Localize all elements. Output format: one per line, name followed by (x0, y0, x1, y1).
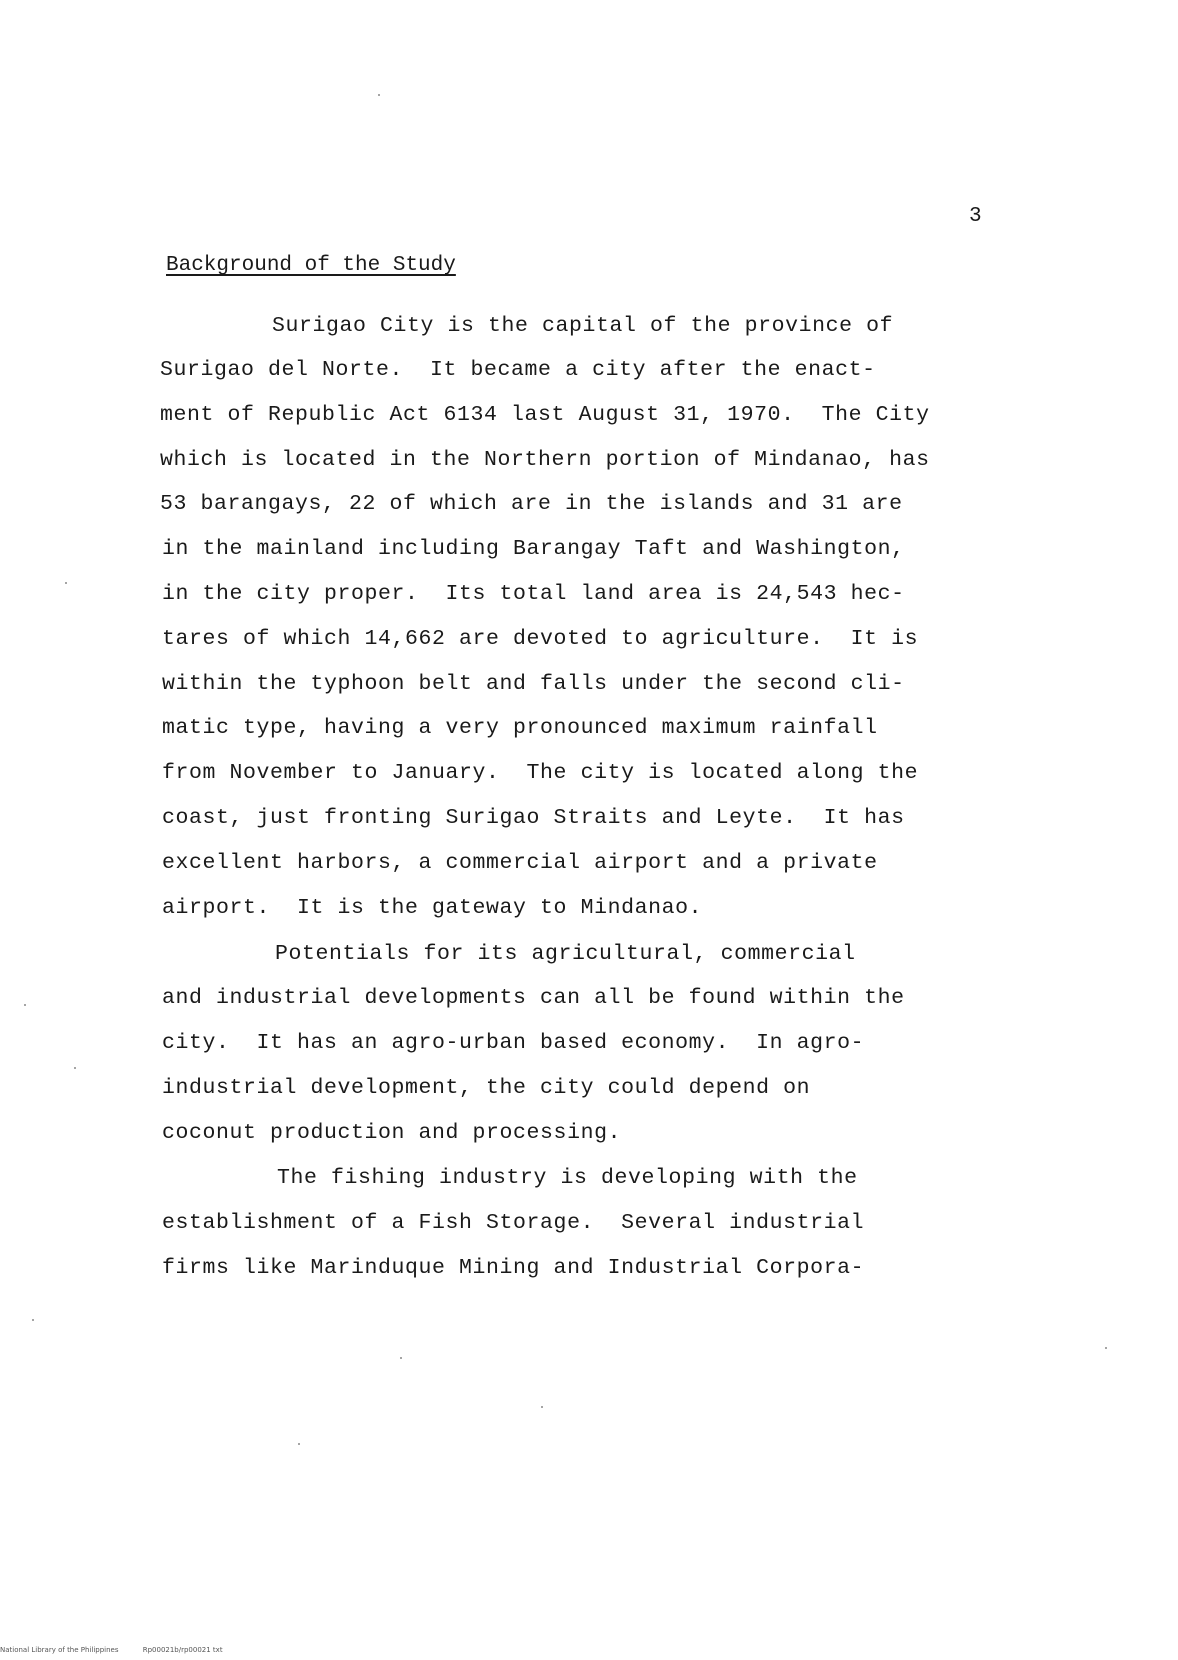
paragraph-line: airport. It is the gateway to Mindanao. (162, 896, 703, 920)
scan-speck (378, 94, 380, 96)
scan-footer (0, 1646, 245, 1654)
paragraph-line: firms like Marinduque Mining and Industrial Corpora- (162, 1256, 865, 1280)
paragraph-line: establishment of a Fish Storage. Several industrial (162, 1211, 865, 1235)
scan-speck (65, 582, 67, 584)
footer-right-text: Rp00021b/rp00021 txt (142, 1646, 223, 1654)
scan-speck (400, 1357, 402, 1359)
scan-speck (24, 1004, 26, 1006)
paragraph-line: ment of Republic Act 6134 last August 31, 1970. The City (160, 403, 930, 427)
paragraph-line: in the mainland including Barangay Taft and Washington, (162, 537, 905, 561)
scan-speck (1105, 1347, 1107, 1349)
paragraph-line: city. It has an agro-urban based economy. In agro- (162, 1031, 865, 1055)
paragraph-line: Surigao del Norte. It became a city after the enact- (160, 358, 876, 382)
footer-left-text: National Library of the Philippines (0, 1646, 119, 1654)
scan-speck (74, 1067, 76, 1069)
paragraph-line: The fishing industry is developing with the (277, 1166, 858, 1190)
scan-speck (298, 1443, 300, 1445)
paragraph-line: from November to January. The city is located along the (162, 761, 919, 785)
paragraph-line: industrial development, the city could depend on (162, 1076, 811, 1100)
paragraph-line: matic type, having a very pronounced maximum rainfall (162, 716, 878, 740)
section-heading: Background of the Study (166, 254, 456, 277)
paragraph-line: and industrial developments can all be found within the (162, 986, 905, 1010)
paragraph-line: which is located in the Northern portion of Mindanao, has (160, 448, 930, 472)
scan-speck (32, 1319, 34, 1321)
paragraph-line: Surigao City is the capital of the province of (272, 314, 894, 338)
paragraph-line: Potentials for its agricultural, commercial (275, 942, 856, 966)
paragraph-line: coast, just fronting Surigao Straits and Leyte. It has (162, 806, 905, 830)
paragraph-line: in the city proper. Its total land area is 24,543 hec- (162, 582, 905, 606)
paragraph-line: 53 barangays, 22 of which are in the islands and 31 are (160, 492, 903, 516)
scan-speck (541, 1406, 543, 1408)
paragraph-line: coconut production and processing. (162, 1121, 622, 1145)
paragraph-line: within the typhoon belt and falls under the second cli- (162, 672, 905, 696)
paragraph-line: tares of which 14,662 are devoted to agriculture. It is (162, 627, 919, 651)
page-number: 3 (969, 205, 982, 228)
paragraph-line: excellent harbors, a commercial airport and a private (162, 851, 878, 875)
